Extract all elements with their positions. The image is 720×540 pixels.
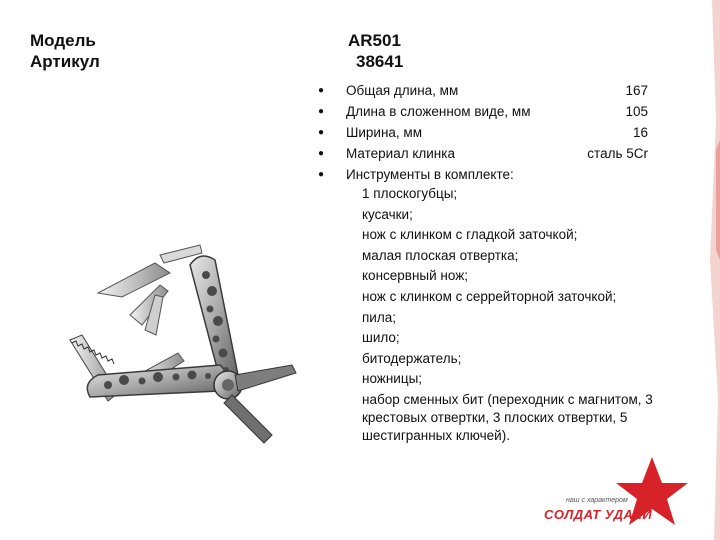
spec-row — [318, 143, 648, 164]
tool-item: малая плоская отвертка; — [362, 247, 519, 263]
spec-row — [318, 101, 648, 122]
spec-value: 167 — [625, 83, 648, 98]
bullet-icon: ● — [318, 148, 325, 159]
model-label: Модель — [30, 31, 96, 50]
multitool-image — [60, 225, 320, 455]
spec-row — [318, 164, 648, 185]
tool-item: кусачки; — [362, 206, 413, 222]
spec-list — [318, 80, 648, 185]
article-value: 38641 — [356, 52, 404, 71]
bullet-icon: ● — [318, 169, 325, 180]
soldat-udachi-logo — [600, 455, 690, 535]
spec-label: Общая длина, мм — [346, 83, 459, 98]
spec-label: Материал клинка — [346, 146, 455, 161]
spec-label: Инструменты в комплекте: — [346, 167, 514, 182]
spec-value: 105 — [625, 104, 648, 119]
tool-item: нож с клинком с гладкой заточкой; — [362, 227, 578, 243]
tool-item: пила; — [362, 309, 396, 325]
tool-item: 1 плоскогубцы; — [362, 186, 458, 201]
bullet-icon: ● — [318, 85, 325, 96]
tool-item: консервный нож; — [362, 268, 469, 284]
spec-label: Ширина, мм — [346, 125, 422, 140]
tool-item: нож с клинком с серрейторной заточкой; — [362, 288, 617, 304]
spec-value: сталь 5Cr — [587, 146, 648, 161]
tool-item: ножницы; — [362, 371, 423, 387]
decorative-edge — [704, 0, 720, 540]
tools-list — [362, 184, 692, 445]
spec-value: 16 — [632, 125, 648, 140]
tool-item: битодержатель; — [362, 350, 462, 366]
article-label: Артикул — [30, 52, 100, 71]
model-value: AR501 — [348, 31, 401, 50]
spec-row — [318, 80, 648, 101]
bullet-icon: ● — [318, 127, 325, 138]
tool-item: шило; — [362, 330, 400, 346]
spec-row — [318, 122, 648, 143]
logo-brand: СОЛДАТ УДАЧИ — [544, 507, 653, 522]
spec-label: Длина в сложенном виде, мм — [346, 104, 531, 119]
tool-item: набор сменных бит (переходник с магнитом, 3 крестовых отвертки, 3 плоских отвертки, 5 шестигранных ключей). — [362, 391, 653, 443]
bullet-icon: ● — [318, 106, 325, 117]
logo-slogan: наш с характером — [566, 497, 628, 504]
